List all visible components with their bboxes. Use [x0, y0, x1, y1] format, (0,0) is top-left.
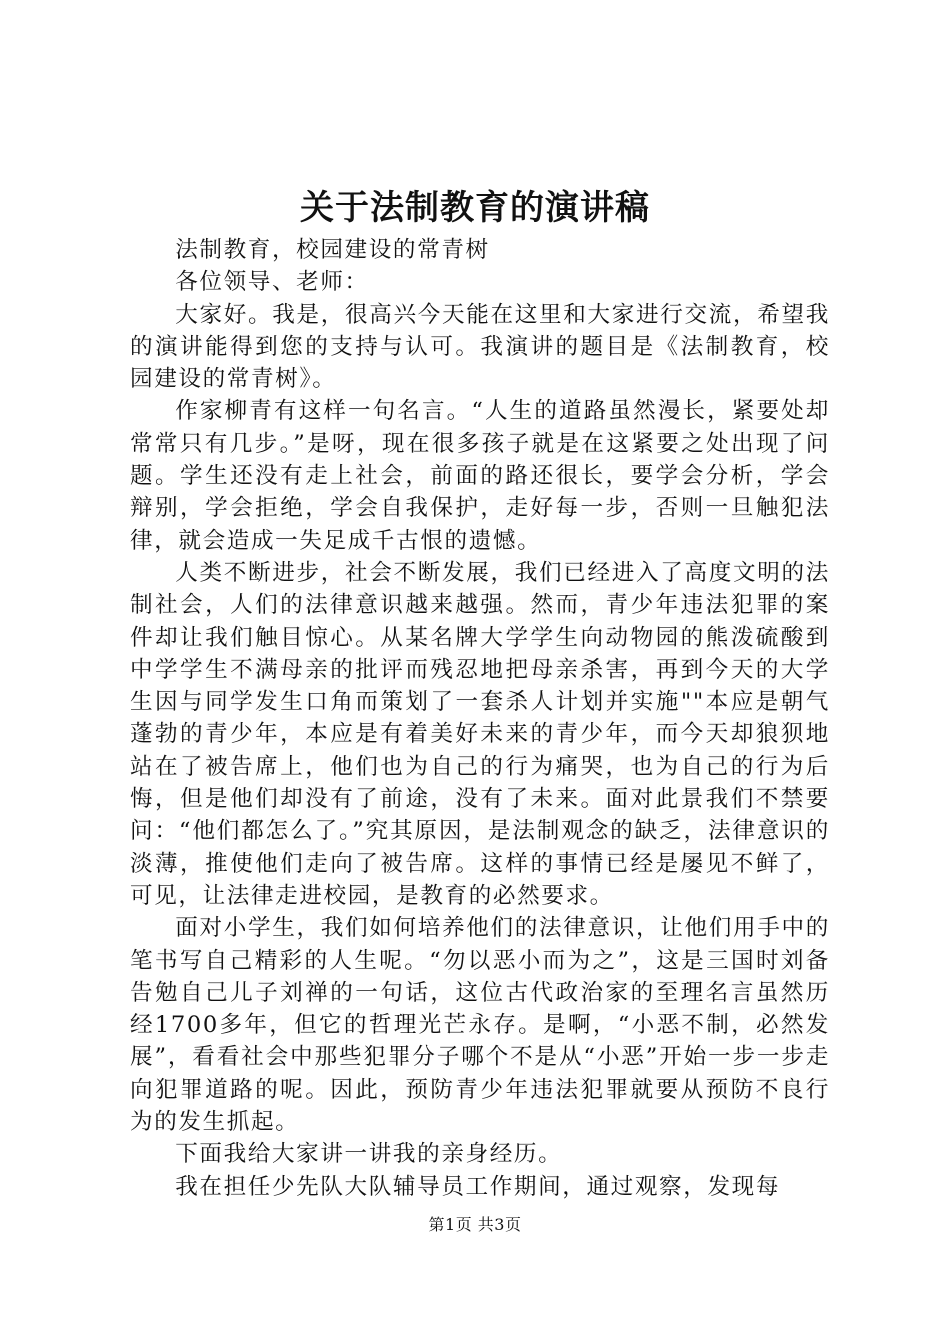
paragraph-students: 面对小学生，我们如何培养他们的法律意识，让他们用手中的笔书写自己精彩的人生呢。“勿以恶小而为之”，这是三国时刘备告勉自己儿子刘禅的一句话，这位古代政治家的至理名言虽然历经1700多年，但它的哲理光芒永存。是啊，“小恶不制，必然发展”，看看社会中那些犯罪分子哪个不是从“小恶”开始一步一步走向犯罪道路的呢。因此，预防青少年违法犯罪就要从预防不良行为的发生抓起。 — [130, 915, 830, 1136]
paragraph-quote: 作家柳青有这样一句名言。“人生的道路虽然漫长，紧要处却常常只有几步。”是呀，现在很多孩子就是在这紧要之处出现了问题。学生还没有走上社会，前面的路还很长，要学会分析，学会辩别，学会拒绝，学会自我保护，走好每一步，否则一旦触犯法律，就会造成一失足成千古恨的遗憾。 — [130, 398, 830, 554]
paragraph-intro: 大家好。我是，很高兴今天能在这里和大家进行交流，希望我的演讲能得到您的支持与认可。我演讲的题目是《法制教育，校园建设的常青树》。 — [130, 301, 830, 393]
paragraph-transition: 下面我给大家讲一讲我的亲身经历。 — [175, 1141, 563, 1168]
paragraph-society: 人类不断进步，社会不断发展，我们已经进入了高度文明的法制社会，人们的法律意识越来越强。然而，青少年违法犯罪的案件却让我们触目惊心。从某名牌大学学生向动物园的熊泼硫酸到中学学生不满母亲的批评而残忍地把母亲杀害，再到今天的大学生因与同学发生口角而策划了一套杀人计划并实施""本应是朝气蓬勃的青少年，本应是有着美好未来的青少年，而今天却狼狈地站在了被告席上，他们也为自己的行为痛哭，也为自己的行为后悔，但是他们却没有了前途，没有了未来。面对此景我们不禁要问：“他们都怎么了。”究其原因，是法制观念的缺乏，法律意识的淡薄，推使他们走向了被告席。这样的事情已经是屡见不鲜了，可见，让法律走进校园，是教育的必然要求。 — [130, 559, 830, 909]
document-body — [130, 234, 830, 1203]
document-title: 关于法制教育的演讲稿 — [300, 188, 650, 228]
paragraph-experience: 我在担任少先队大队辅导员工作期间，通过观察，发现每 — [175, 1173, 781, 1200]
paragraph-salutation: 各位领导、老师： — [175, 269, 369, 296]
page-footer: 第1页 共3页 — [428, 1215, 522, 1234]
paragraph-subtitle: 法制教育，校园建设的常青树 — [175, 237, 490, 263]
